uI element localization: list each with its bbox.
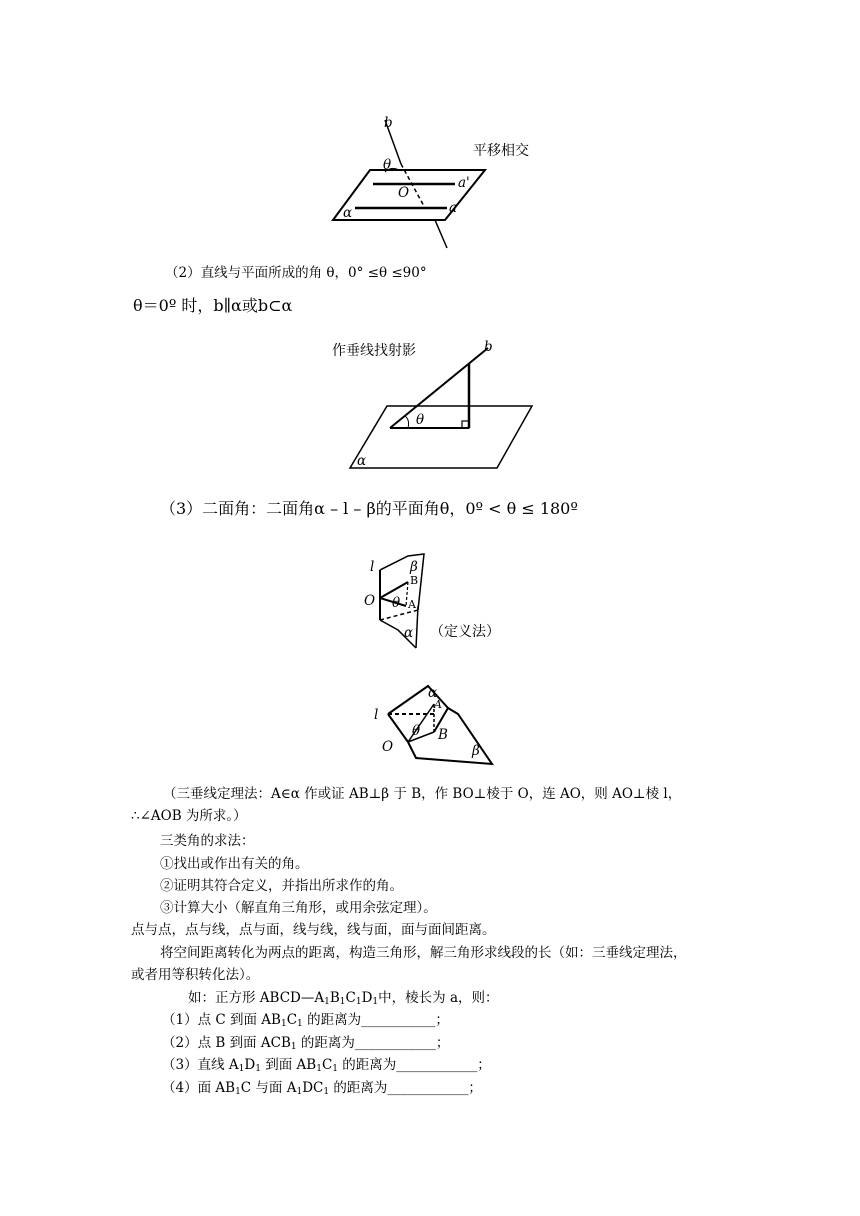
method-step-3: ③计算大小（解直角三角形，或用余弦定理）。: [160, 900, 437, 916]
fig1-label-a-prime: a': [458, 175, 470, 191]
fig3-label-o: O: [364, 593, 376, 609]
fig2-label-theta: θ: [416, 412, 425, 428]
fig2-caption: 作垂线找射影: [332, 343, 416, 359]
example-question-4: （4）面 $AB_1C$ 与面 $A_1DC_1$ 的距离为____________；: [162, 1080, 482, 1097]
method-step-1: ①找出或作出有关的角。: [160, 856, 309, 872]
figure-dihedral-definition: [358, 550, 538, 660]
method-step-2: ②证明其符合定义，并指出所求作的角。: [160, 878, 403, 894]
fig3-label-alpha: α: [404, 625, 414, 641]
methods-title: 三类角的求法：: [160, 833, 255, 849]
figure-dihedral-three-perpendicular: [368, 682, 508, 772]
line-plane-angle-text: （2）直线与平面所成的角 θ，0° ≤θ ≤90°: [165, 265, 427, 281]
fig3-label-theta: θ: [392, 595, 401, 611]
dihedral-angle-text: （3）二面角：二面角α – l – β的平面角θ，0º < θ ≤ 180º: [160, 499, 578, 518]
example-question-1: （1）点 C 到面 $AB_1C_1$ 的距离为___________；: [162, 1012, 449, 1029]
distance-method-line2: 或者用等积转化法）。: [131, 967, 260, 983]
fig1-label-a: a: [449, 200, 458, 216]
three-perpendicular-text-line1: （三垂线定理法：A∈α 作或证 AB⊥β 于 B，作 BO⊥棱于 O，连 AO，则 AO⊥棱 l，: [163, 786, 682, 802]
fig4-label-theta: θ: [412, 723, 421, 739]
fig2-label-alpha: α: [357, 453, 367, 469]
fig1-caption: 平移相交: [473, 143, 529, 159]
fig3-label-b: B: [410, 574, 419, 587]
example-question-3: （3）直线 $A_1D_1$ 到面 $AB_1C_1$ 的距离为____________；: [162, 1057, 491, 1074]
fig4-label-a: A: [434, 698, 442, 711]
distance-method-line1: 将空间距离转化为两点的距离，构造三角形，解三角形求线段的长（如：三垂线定理法，: [160, 945, 687, 961]
fig1-label-theta: θ: [383, 157, 392, 173]
fig4-label-b: B: [438, 727, 448, 743]
three-perpendicular-text-line2: ∴∠AOB 为所求。）: [131, 808, 247, 824]
fig1-label-b: b: [384, 115, 393, 131]
fig1-label-alpha: α: [343, 205, 353, 221]
fig4-label-beta: β: [472, 743, 480, 759]
example-intro: 如：正方形 $ABCD—A_1B_1C_1D_1$中，棱长为 a，则：: [188, 990, 499, 1007]
theta-zero-text: θ＝0º 时，b∥α或b⊂α: [133, 296, 293, 315]
fig1-label-o: O: [398, 185, 410, 201]
figure-parallel-translation: [325, 108, 565, 258]
fig3-caption: （定义法）: [430, 624, 500, 640]
distances-text: 点与点，点与线，点与面，线与线，线与面，面与面间距离。: [131, 922, 496, 938]
fig4-label-alpha: α: [428, 685, 438, 701]
fig4-label-o: O: [382, 739, 394, 755]
figure-perpendicular-projection: [332, 338, 542, 478]
fig3-label-l: l: [370, 559, 375, 575]
fig4-label-l: l: [374, 707, 379, 723]
example-question-2: （2）点 B 到面 $ACB_1$ 的距离为____________；: [162, 1035, 450, 1052]
fig2-label-b: b: [484, 339, 493, 355]
fig3-label-a: A: [408, 598, 416, 611]
fig3-label-beta: β: [410, 559, 418, 575]
